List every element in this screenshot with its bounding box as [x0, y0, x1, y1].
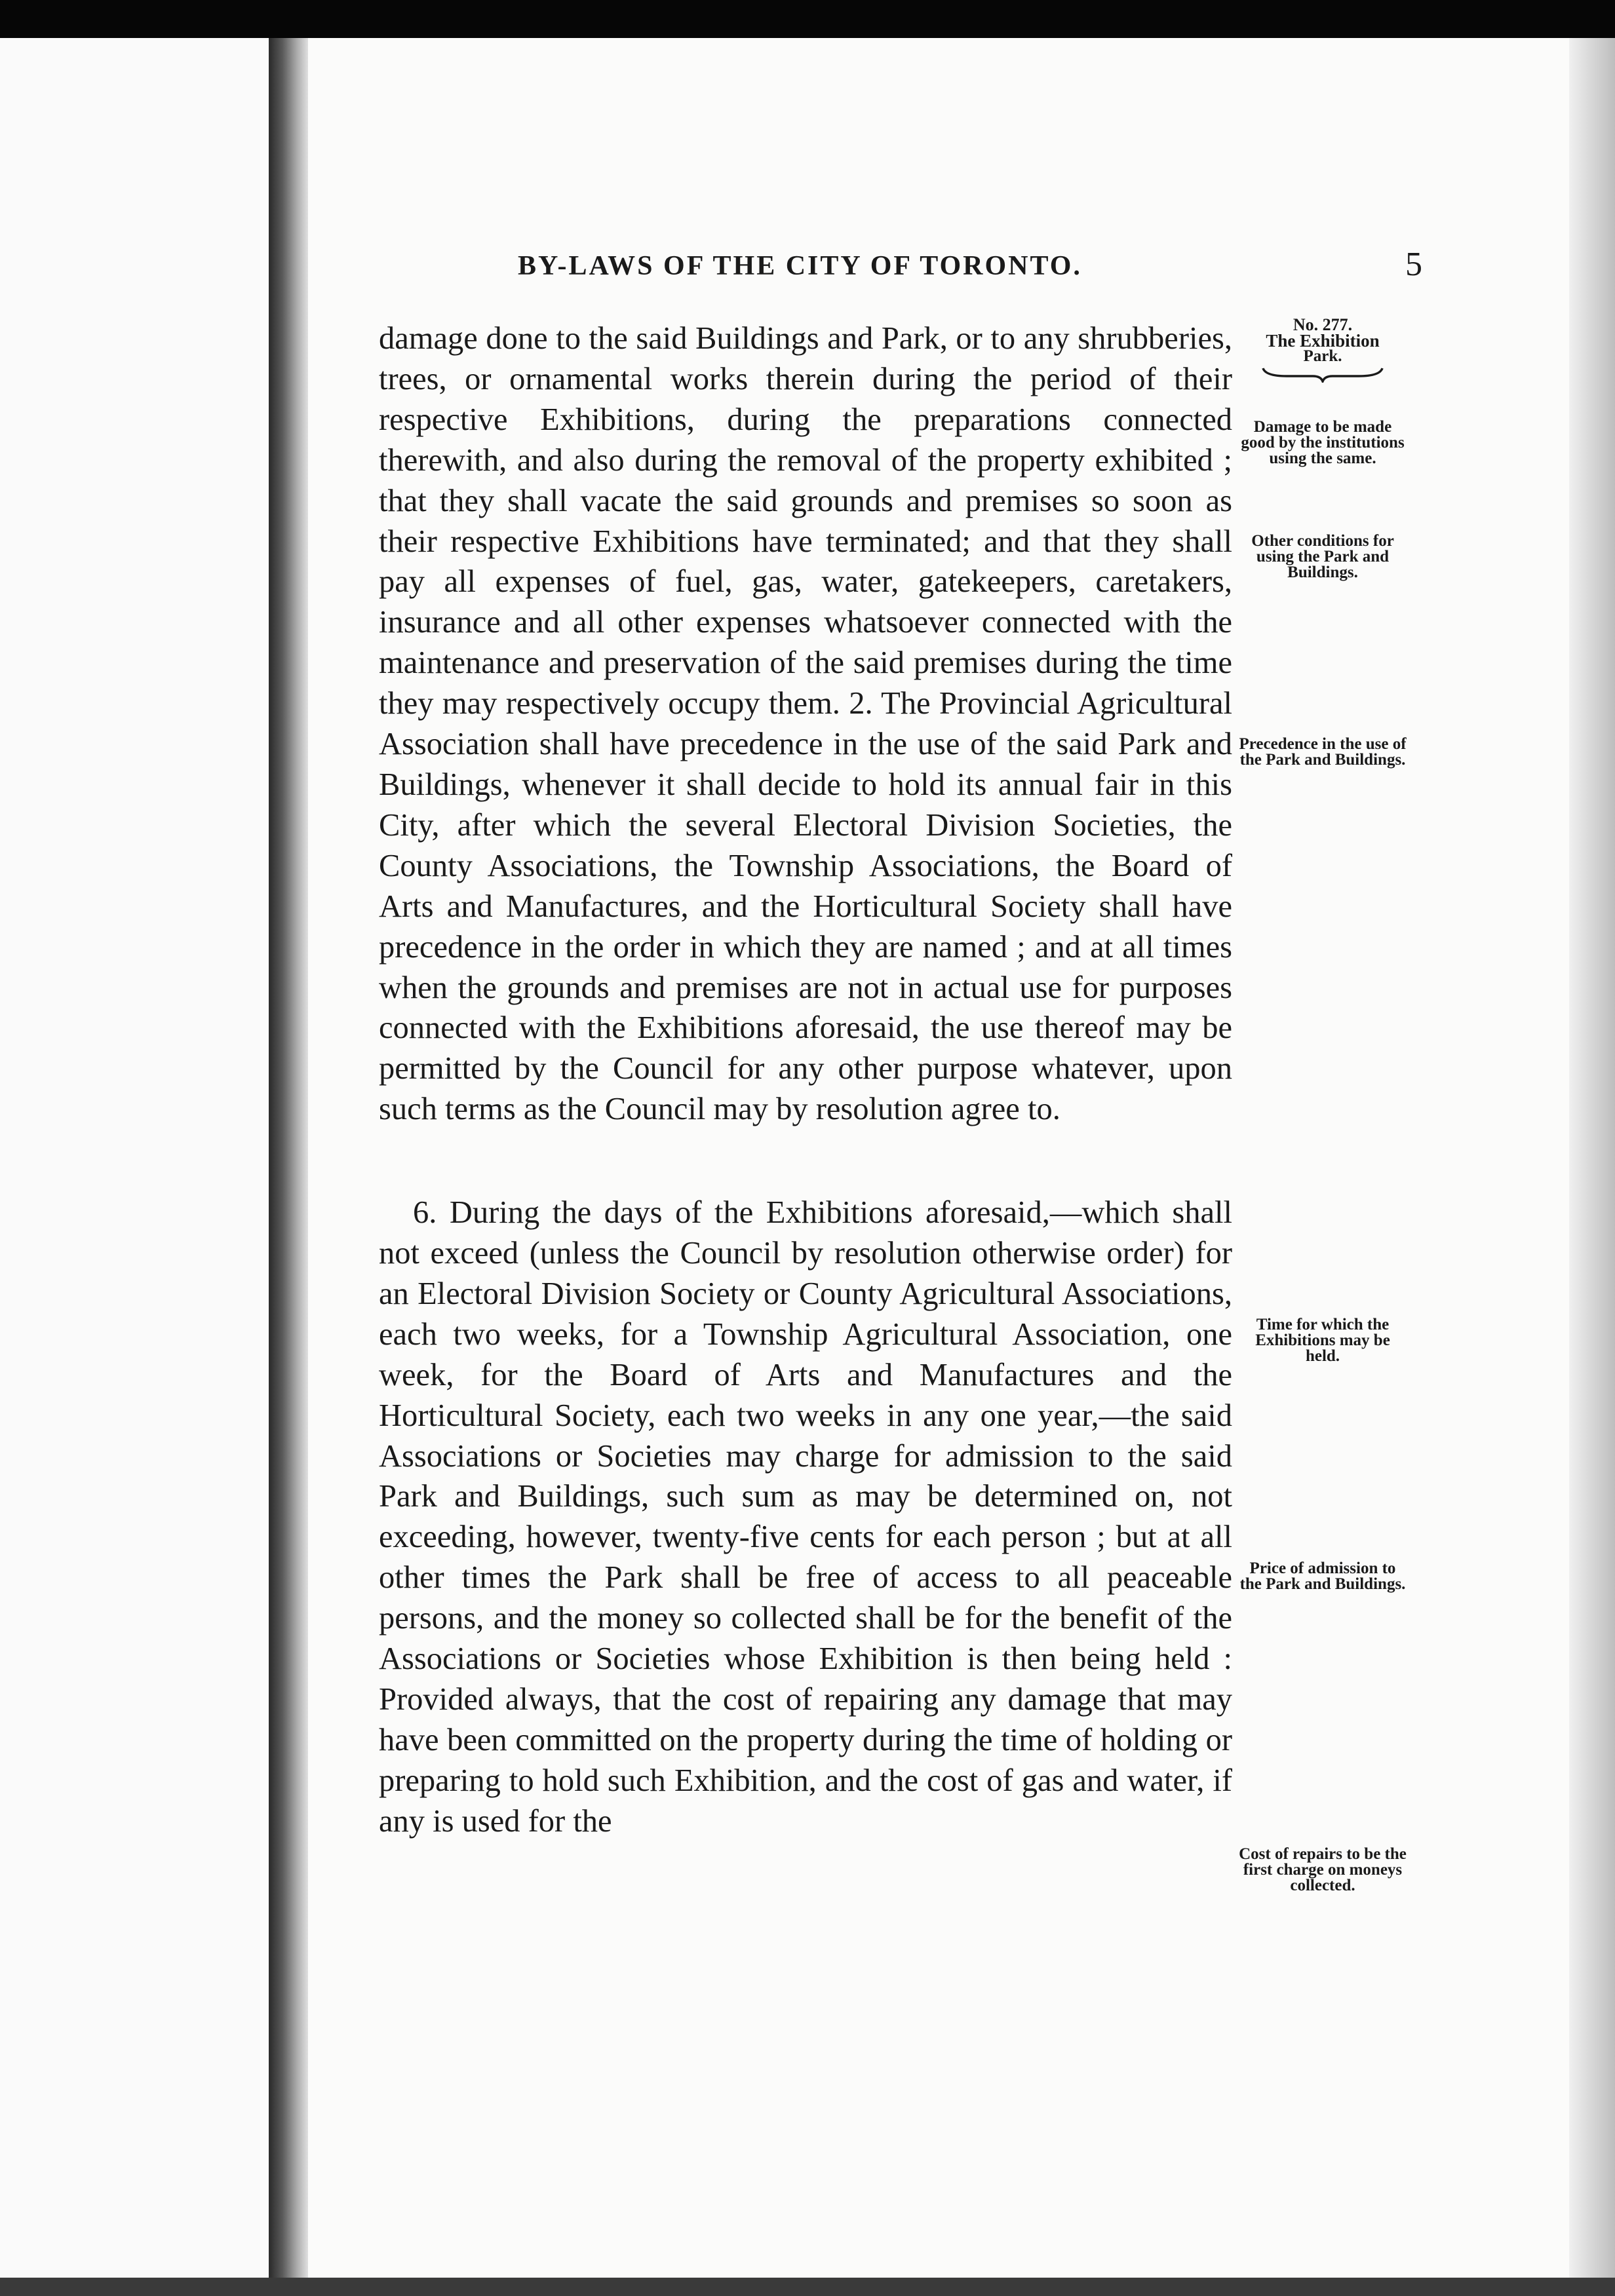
paragraph-continued: damage done to the said Buildings and Park, or to any shrubberies, trees, or ornamental works therein during the period of their respective Exhibitions, during the preparations connected therewith, and also during the removal of the property exhibited ; that they shall vacate the said grounds and premises so soon as their respective Exhibitions have terminated; and that they shall pay all expenses of fuel, gas, water, gatekeepers, caretakers, insurance and all other expenses whatsoever connected with the maintenance and preservation of the said premises during the time they may respectively occupy them. 2. The Provincial Agricultural Association shall have precedence in the use of the said Park and Buildings, whenever it shall decide to hold its annual fair in this City, after which the several Electoral Division Societies, the County Associations, the Township Associations, the Board of Arts and Manufactures, and the Horticultural Society shall have precedence in the order in which they are named ; and at all times when the grounds and premises are not in actual use for purposes connected with the Exhibitions aforesaid, the use thereof may be permitted by the Council for any other purpose whatever, upon such terms as the Council may by resolution agree to. [379, 321, 1232, 1127]
body-text [379, 318, 1232, 1842]
book-spine-shadow [269, 38, 308, 2278]
margin-note-cost: Cost of repairs to be the first charge on moneys collected. [1239, 1845, 1407, 1894]
running-head: BY-LAWS OF THE CITY OF TORONTO. [518, 251, 1082, 281]
paragraph-section-6: 6. During the days of the Exhibitions aforesaid,—which shall not exceed (unless the Council by resolution otherwise order) for an Electoral Division Society or County Agricultural Associations, each two weeks, for a Township Agricultural Association, one week, for the Board of Arts and Manufactures and the Horticultural Society, each two weeks in any one year,—the said Associations or Societies may charge for admission to the said Park and Buildings, such sum as may be determined on, not exceeding, however, twenty-five cents for each person ; but at all other times the Park shall be free of access to all peaceable persons, and the money so collected shall be for the benefit of the Associations or Societies whose Exhibition is then being held : Provided always, that the cost of repairing any damage that may have been committed on the property during the time of holding or preparing to hold such Exhibition, and the cost of gas and water, if any is used for the [379, 1195, 1232, 1839]
curly-brace-icon [1260, 366, 1385, 383]
page-number: 5 [1405, 246, 1422, 283]
margin-note-time: Time for which the Exhibitions may be held. [1255, 1316, 1390, 1365]
scan-border-top [0, 0, 1615, 38]
margin-note-precedence: Precedence in the use of the Park and Buildings. [1239, 735, 1407, 769]
bylaw-title-note [1237, 317, 1408, 383]
margin-note-damage: Damage to be made good by the institutions using the same. [1241, 418, 1405, 467]
bylaw-number: No. 277. [1293, 315, 1353, 334]
margin-note-price: Price of admission to the Park and Buildings. [1239, 1559, 1406, 1593]
bylaw-title-line2: Park. [1303, 347, 1342, 365]
scan-border-bottom [0, 2278, 1615, 2296]
margin-note-conditions: Other conditions for using the Park and Buildings. [1251, 532, 1394, 581]
facing-page-blank [0, 38, 269, 2278]
page-edge-shadow [1569, 38, 1615, 2278]
bylaw-title-line1: The Exhibition [1266, 331, 1380, 351]
page-header [518, 246, 1422, 290]
